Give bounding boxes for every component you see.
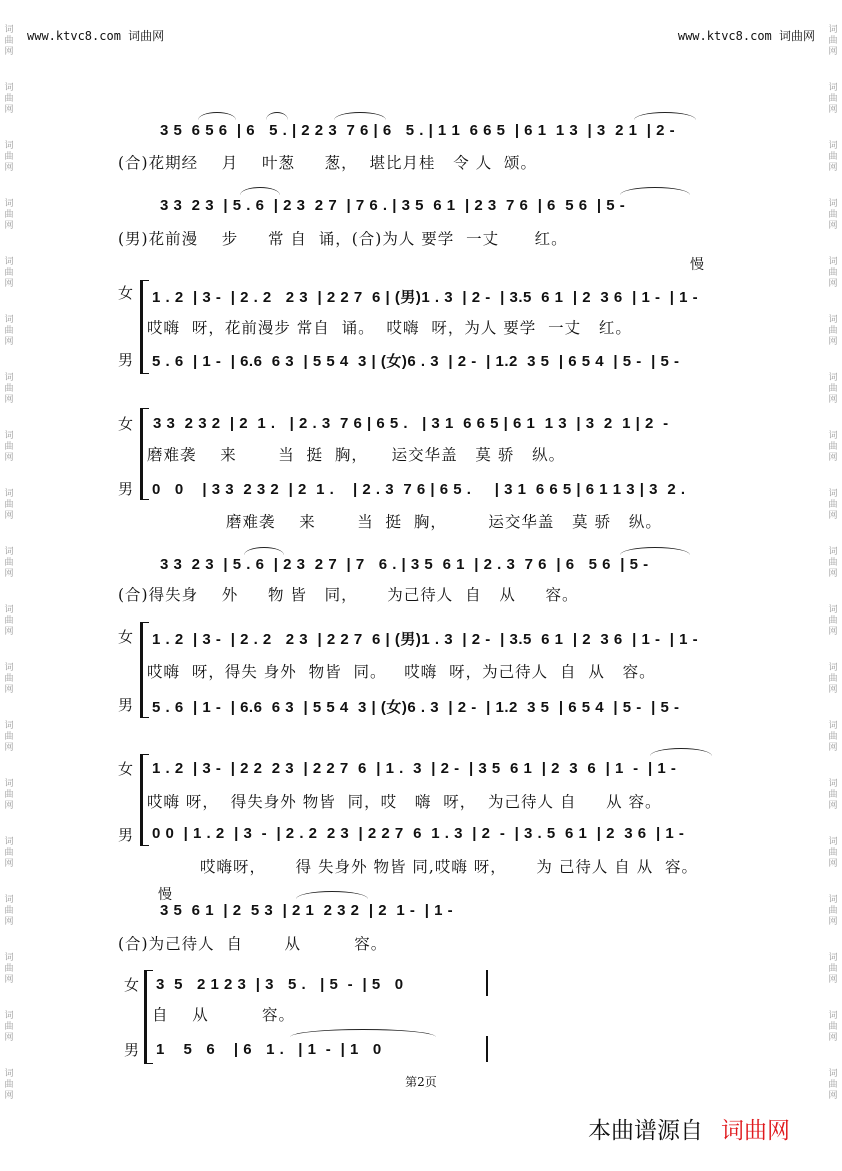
s9-male-notes: 1 5 6 | 6 1 . | 1 - | 1 0 bbox=[156, 1041, 382, 1058]
s7-female-lyrics: 哎嗨 呀， 得失身外 物皆 同，哎 嗨 呀， 为己待人 自 从 容。 bbox=[147, 793, 662, 811]
side-watermark-char: 词 bbox=[4, 779, 14, 789]
final-barline-male bbox=[486, 1036, 488, 1062]
slur-arc bbox=[296, 891, 368, 899]
side-watermark-char: 曲 bbox=[828, 1080, 838, 1090]
side-watermark-char: 曲 bbox=[4, 94, 14, 104]
side-watermark-char: 曲 bbox=[4, 964, 14, 974]
side-watermark-char: 网 bbox=[828, 801, 838, 811]
side-watermark-char: 曲 bbox=[828, 558, 838, 568]
tempo-slow-1: 慢 bbox=[690, 257, 704, 273]
side-watermark-char: 网 bbox=[828, 279, 838, 289]
s4-male-notes: 0 0 | 3 3 2 3 2 | 2 1 . | 2 . 3 7 6 | 6 5 . | 3 1 6 6 5 | 6 1 1 3 | 3 2 . bbox=[152, 481, 686, 498]
side-watermark-char: 曲 bbox=[828, 906, 838, 916]
side-watermark-char: 曲 bbox=[4, 732, 14, 742]
side-watermark-char: 词 bbox=[4, 1069, 14, 1079]
s2-notes: 3 3 2 3 | 5 . 6 | 2 3 2 7 | 7 6 . | 3 5 6 1 | 2 3 7 6 | 6 5 6 | 5 - bbox=[160, 197, 626, 214]
side-watermark-char: 词 bbox=[828, 199, 838, 209]
side-watermark-char: 曲 bbox=[828, 732, 838, 742]
side-watermark-char: 词 bbox=[4, 663, 14, 673]
s1-notes: 3 5 6 5 6 | 6 5 . | 2 2 3 7 6 | 6 5 . | 1 1 6 6 5 | 6 1 1 3 | 3 2 1 | 2 - bbox=[160, 122, 676, 139]
side-watermark-char: 网 bbox=[4, 569, 14, 579]
side-watermark-char: 词 bbox=[4, 141, 14, 151]
label-male-1: 男 bbox=[118, 351, 134, 369]
side-watermark-char: 词 bbox=[4, 953, 14, 963]
side-watermark-char: 词 bbox=[4, 257, 14, 267]
side-watermark-char: 曲 bbox=[4, 36, 14, 46]
label-female-5: 女 bbox=[124, 976, 140, 994]
side-watermark-char: 词 bbox=[4, 605, 14, 615]
s3-female-notes: 1 . 2 | 3 - | 2 . 2 2 3 | 2 2 7 6 | (男)1 . 3 | 2 - | 3.5 6 1 | 2 3 6 | 1 - | 1 - bbox=[152, 289, 699, 306]
slur-arc bbox=[634, 112, 696, 120]
side-watermark-char: 词 bbox=[4, 373, 14, 383]
side-watermark-char: 网 bbox=[828, 1033, 838, 1043]
side-watermark-char: 词 bbox=[828, 779, 838, 789]
side-watermark-char: 曲 bbox=[4, 616, 14, 626]
site-url-right: www.ktvc8.com 词曲网 bbox=[677, 29, 815, 43]
s4-male-lyrics: 磨难袭 来 当 挺 胸， 运交华盖 莫 骄 纵。 bbox=[226, 513, 662, 531]
side-watermark-char: 曲 bbox=[828, 152, 838, 162]
side-watermark-char: 词 bbox=[4, 431, 14, 441]
slur-arc bbox=[244, 547, 284, 555]
side-watermark-char: 曲 bbox=[828, 790, 838, 800]
label-male-5: 男 bbox=[124, 1041, 140, 1059]
slur-arc bbox=[650, 748, 712, 756]
side-watermark-char: 网 bbox=[828, 395, 838, 405]
s2-lyrics: (男)花前漫 步 常 自 诵，(合)为人 要学 一丈 红。 bbox=[118, 230, 568, 248]
s9-female-notes: 3 5 2 1 2 3 | 3 5 . | 5 - | 5 0 bbox=[156, 976, 404, 993]
label-male-3: 男 bbox=[118, 696, 134, 714]
slur-arc bbox=[620, 547, 690, 555]
s3-female-lyrics: 哎嗨 呀，花前漫步 常自 诵。 哎嗨 呀，为人 要学 一丈 红。 bbox=[147, 319, 632, 337]
side-watermark-char: 网 bbox=[4, 685, 14, 695]
side-watermark-char: 词 bbox=[828, 257, 838, 267]
side-watermark-char: 曲 bbox=[828, 384, 838, 394]
s6-male-notes: 5 . 6 | 1 - | 6.6 6 3 | 5 5 4 3 | (女)6 . 3 | 2 - | 1.2 3 5 | 6 5 4 | 5 - | 5 - bbox=[152, 699, 680, 716]
side-watermark-char: 网 bbox=[828, 569, 838, 579]
side-watermark-char: 词 bbox=[4, 315, 14, 325]
label-female-3: 女 bbox=[118, 628, 134, 646]
side-watermark-char: 曲 bbox=[4, 268, 14, 278]
side-watermark-char: 网 bbox=[828, 859, 838, 869]
side-watermark-char: 网 bbox=[828, 917, 838, 927]
label-male-4: 男 bbox=[118, 826, 134, 844]
side-watermark-char: 网 bbox=[4, 859, 14, 869]
s4-female-lyrics: 磨难袭 来 当 挺 胸， 运交华盖 莫 骄 纵。 bbox=[147, 446, 566, 464]
side-watermark-char: 曲 bbox=[828, 442, 838, 452]
page-number: 第2页 bbox=[405, 1075, 437, 1089]
label-female-2: 女 bbox=[118, 415, 134, 433]
side-watermark-char: 词 bbox=[828, 605, 838, 615]
tempo-slow-2: 慢 bbox=[158, 887, 172, 903]
side-watermark-char: 曲 bbox=[828, 210, 838, 220]
s7-female-notes: 1 . 2 | 3 - | 2 2 2 3 | 2 2 7 6 | 1 . 3 | 2 - | 3 5 6 1 | 2 3 6 | 1 - | 1 - bbox=[152, 760, 677, 777]
side-watermark-char: 曲 bbox=[828, 848, 838, 858]
side-watermark-char: 词 bbox=[828, 663, 838, 673]
side-watermark-char: 词 bbox=[4, 25, 14, 35]
side-watermark-char: 网 bbox=[4, 47, 14, 57]
side-watermark-char: 词 bbox=[828, 373, 838, 383]
side-watermark-char: 曲 bbox=[4, 326, 14, 336]
side-watermark-char: 曲 bbox=[828, 1022, 838, 1032]
side-watermark-char: 网 bbox=[828, 627, 838, 637]
source-prefix: 本曲谱源自 bbox=[588, 1118, 703, 1144]
side-watermark-char: 词 bbox=[4, 895, 14, 905]
side-watermark-char: 词 bbox=[828, 489, 838, 499]
s6-female-notes: 1 . 2 | 3 - | 2 . 2 2 3 | 2 2 7 6 | (男)1 . 3 | 2 - | 3.5 6 1 | 2 3 6 | 1 - | 1 - bbox=[152, 631, 699, 648]
side-watermark-char: 曲 bbox=[828, 326, 838, 336]
side-watermark-char: 词 bbox=[828, 547, 838, 557]
side-watermark-char: 网 bbox=[4, 801, 14, 811]
s8-lyrics: (合)为己待人 自 从 容。 bbox=[118, 935, 388, 953]
s3-male-notes: 5 . 6 | 1 - | 6.6 6 3 | 5 5 4 3 | (女)6 . 3 | 2 - | 1.2 3 5 | 6 5 4 | 5 - | 5 - bbox=[152, 353, 680, 370]
s8-notes: 3 5 6 1 | 2 5 3 | 2 1 2 3 2 | 2 1 - | 1 - bbox=[160, 902, 454, 919]
side-watermark-char: 网 bbox=[4, 337, 14, 347]
s7-male-lyrics: 哎嗨呀， 得 失身外 物皆 同,哎嗨 呀， 为 己待人 自 从 容。 bbox=[200, 858, 699, 876]
s5-lyrics: (合)得失身 外 物 皆 同， 为己待人 自 从 容。 bbox=[118, 586, 579, 604]
side-watermark-char: 网 bbox=[828, 105, 838, 115]
side-watermark-char: 网 bbox=[4, 221, 14, 231]
side-watermark-char: 词 bbox=[828, 431, 838, 441]
side-watermark-char: 网 bbox=[828, 685, 838, 695]
side-watermark-char: 词 bbox=[4, 1011, 14, 1021]
side-watermark-char: 曲 bbox=[828, 964, 838, 974]
side-watermark-char: 曲 bbox=[4, 906, 14, 916]
side-watermark-char: 曲 bbox=[828, 36, 838, 46]
slur-arc bbox=[266, 112, 288, 120]
side-watermark-right bbox=[826, 0, 840, 1102]
side-watermark-char: 词 bbox=[4, 489, 14, 499]
side-watermark-char: 网 bbox=[828, 453, 838, 463]
s7-male-notes: 0 0 | 1 . 2 | 3 - | 2 . 2 2 3 | 2 2 7 6 1 . 3 | 2 - | 3 . 5 6 1 | 2 3 6 | 1 - bbox=[152, 825, 685, 842]
source-credit bbox=[588, 1112, 790, 1145]
side-watermark-char: 词 bbox=[4, 83, 14, 93]
side-watermark-char: 网 bbox=[828, 1091, 838, 1101]
side-watermark-char: 词 bbox=[828, 1069, 838, 1079]
side-watermark-char: 词 bbox=[828, 1011, 838, 1021]
side-watermark-char: 词 bbox=[828, 315, 838, 325]
side-watermark-char: 网 bbox=[4, 163, 14, 173]
side-watermark-left bbox=[2, 0, 16, 1102]
side-watermark-char: 网 bbox=[828, 337, 838, 347]
side-watermark-char: 词 bbox=[828, 837, 838, 847]
side-watermark-char: 词 bbox=[4, 837, 14, 847]
side-watermark-char: 词 bbox=[4, 199, 14, 209]
source-brand: 词曲网 bbox=[721, 1118, 790, 1144]
side-watermark-char: 曲 bbox=[4, 790, 14, 800]
side-watermark-char: 曲 bbox=[4, 848, 14, 858]
side-watermark-char: 词 bbox=[4, 721, 14, 731]
side-watermark-char: 网 bbox=[4, 1033, 14, 1043]
side-watermark-char: 网 bbox=[4, 511, 14, 521]
side-watermark-char: 网 bbox=[4, 917, 14, 927]
site-url-left: www.ktvc8.com 词曲网 bbox=[27, 29, 165, 43]
side-watermark-char: 网 bbox=[4, 279, 14, 289]
s4-female-notes: 3 3 2 3 2 | 2 1 . | 2 . 3 7 6 | 6 5 . | 3 1 6 6 5 | 6 1 1 3 | 3 2 1 | 2 - bbox=[153, 415, 669, 432]
side-watermark-char: 网 bbox=[4, 975, 14, 985]
side-watermark-char: 词 bbox=[828, 25, 838, 35]
side-watermark-char: 网 bbox=[828, 221, 838, 231]
label-male-2: 男 bbox=[118, 480, 134, 498]
side-watermark-char: 网 bbox=[4, 453, 14, 463]
side-watermark-char: 曲 bbox=[828, 616, 838, 626]
slur-arc bbox=[290, 1029, 436, 1037]
side-watermark-char: 曲 bbox=[4, 1080, 14, 1090]
final-barline-female bbox=[486, 970, 488, 996]
s1-lyrics: (合)花期经 月 叶葱 葱， 堪比月桂 令 人 颂。 bbox=[118, 154, 538, 172]
side-watermark-char: 曲 bbox=[4, 674, 14, 684]
side-watermark-char: 曲 bbox=[4, 500, 14, 510]
side-watermark-char: 网 bbox=[828, 47, 838, 57]
side-watermark-char: 曲 bbox=[4, 558, 14, 568]
side-watermark-char: 曲 bbox=[4, 210, 14, 220]
side-watermark-char: 词 bbox=[828, 141, 838, 151]
side-watermark-char: 曲 bbox=[4, 1022, 14, 1032]
s9-female-lyrics: 自 从 容。 bbox=[152, 1006, 296, 1024]
slur-arc bbox=[198, 112, 236, 120]
side-watermark-char: 词 bbox=[4, 547, 14, 557]
slur-arc bbox=[334, 112, 386, 120]
side-watermark-char: 词 bbox=[828, 895, 838, 905]
side-watermark-char: 网 bbox=[828, 975, 838, 985]
side-watermark-char: 曲 bbox=[4, 152, 14, 162]
side-watermark-char: 网 bbox=[828, 511, 838, 521]
side-watermark-char: 网 bbox=[828, 163, 838, 173]
side-watermark-char: 曲 bbox=[4, 384, 14, 394]
side-watermark-char: 网 bbox=[4, 743, 14, 753]
side-watermark-char: 曲 bbox=[828, 674, 838, 684]
side-watermark-char: 曲 bbox=[828, 94, 838, 104]
label-female-4: 女 bbox=[118, 760, 134, 778]
slur-arc bbox=[240, 187, 280, 195]
slur-arc bbox=[620, 187, 690, 195]
s6-female-lyrics: 哎嗨 呀，得失 身外 物皆 同。 哎嗨 呀，为己待人 自 从 容。 bbox=[147, 663, 656, 681]
side-watermark-char: 网 bbox=[4, 627, 14, 637]
label-female-1: 女 bbox=[118, 284, 134, 302]
side-watermark-char: 曲 bbox=[4, 442, 14, 452]
side-watermark-char: 网 bbox=[828, 743, 838, 753]
side-watermark-char: 曲 bbox=[828, 268, 838, 278]
side-watermark-char: 网 bbox=[4, 105, 14, 115]
side-watermark-char: 词 bbox=[828, 83, 838, 93]
side-watermark-char: 网 bbox=[4, 1091, 14, 1101]
side-watermark-char: 网 bbox=[4, 395, 14, 405]
s5-notes: 3 3 2 3 | 5 . 6 | 2 3 2 7 | 7 6 . | 3 5 6 1 | 2 . 3 7 6 | 6 5 6 | 5 - bbox=[160, 556, 649, 573]
side-watermark-char: 词 bbox=[828, 721, 838, 731]
side-watermark-char: 曲 bbox=[828, 500, 838, 510]
side-watermark-char: 词 bbox=[828, 953, 838, 963]
